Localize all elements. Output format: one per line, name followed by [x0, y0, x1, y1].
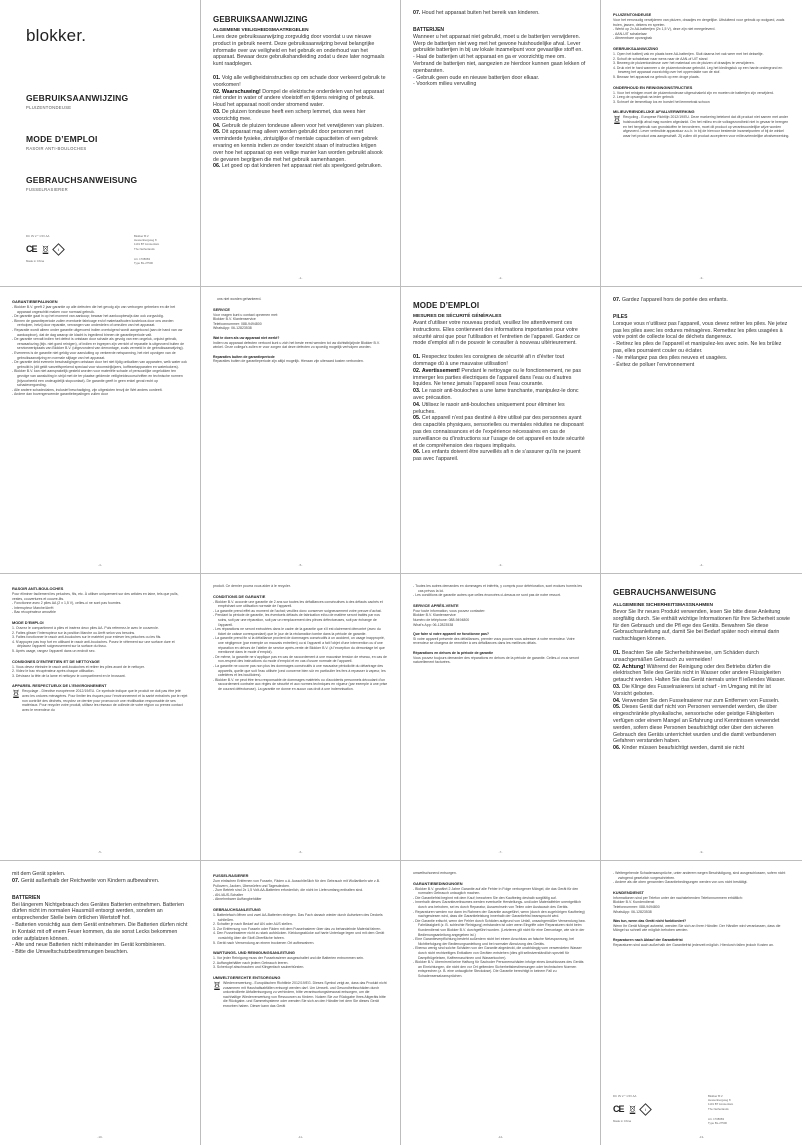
bullet-item: - Voorkom milieu vervuiling [413, 81, 477, 88]
text: Indien uw apparaat defecten vertoont kunt u zich het beste eerst wenden tot uw dichtstbijzijnde Blokker B.V. winkel. Onze collega's zullen er voor zorgen dat deze defecten zo spoedig mogelijk verholpen worden. [213, 340, 380, 350]
text: 2. Auffangbehälter nach jedem Gebrauch leeren. [213, 960, 289, 965]
page-number: -11- [297, 1135, 304, 1139]
text: - Blokker B.V. accorde une garantie de 2 ans sur toutes les défaillances consécutives à des défauts cachés et empêchant une utilisation normale de l’appareil. [213, 599, 383, 609]
safety-item [213, 75, 388, 89]
safety-item [613, 684, 790, 698]
text: - AAN-UIT schakelaar [613, 31, 647, 36]
text: 5. Après usage, rangez l’appareil dans un endroit sec. [12, 648, 96, 653]
text: 2. Faites glisser l’interrupteur sur la position Marche ou Arrêt selon vos besoins. [12, 630, 136, 635]
phone-number: Numéro de téléphone: 088-9494800 [413, 617, 470, 622]
text: - Zum Betrieb sind 2x 1,5 Volt-AA-Batterien erforderlich, die nicht im Lieferumfang enthalten sind. [213, 888, 364, 893]
section-heading: RASOIR ANTI-BOULOCHES [12, 586, 64, 591]
text: 2. Schalter je nach Bedarf auf AN oder AUS stellen. [213, 922, 293, 927]
text: i [644, 1106, 646, 1112]
bullet-item: - Évitez de polluer l’environnement [613, 361, 695, 368]
text: Die Klinge des Fusselrasierers ist scharf - im Umgang mit ihr ist Vorsicht geboten. [613, 683, 771, 697]
section-heading: APPAREIL RESPECTUEUX DE L’ENVIRONNEMENT [12, 683, 107, 689]
safety-item [613, 297, 790, 304]
whatsapp-number: WhatsApp: 06-12823538 [613, 909, 652, 914]
faq-question: Que faire si votre appareil ne fonctionne pas? [413, 632, 490, 637]
section-heading: WARTUNGS- UND REINIGUNGSANLEITUNG [213, 950, 295, 956]
text: Dompel de elektrische onderdelen van het apparaat niet onder in water of andere vloeistoff en tijdens reiniging of gebruik. Houd het apparaat nooit onder stromend water. [213, 88, 384, 109]
text: 06. [613, 745, 621, 752]
text: Voor vragen kunt u contact opnemen met: [213, 312, 278, 317]
text: Zum einfachen Entfernen von Fusseln, Fäden u.ä. Ausschließlich für den Gebrauch mit Wollartikeln wie z.B. Pullovern, Jacken, Überwürfen und Tagesdecken. [213, 879, 381, 888]
text: 06. [413, 449, 421, 456]
text: Waarschuwing! [221, 88, 261, 95]
safety-item [613, 650, 790, 664]
text: 5. Gerät nach Verwendung an einem trockenen Ort aufbewahren. [213, 940, 315, 945]
text: 05. [613, 704, 621, 711]
text: - AN-/AUS-Schalter [213, 892, 244, 897]
section-heading: BATTERIEN [12, 894, 41, 901]
made-in: Made in China [26, 259, 45, 263]
text: Pour éliminer facilement les peluches, fils, etc. À utiliser uniquement sur des articles en laine, tels que pulls, vestes, couvertures et couvre-lits. [12, 592, 179, 601]
text: - La garantie prend fin si la défaillance provient de dommages consécutifs à un accident, un usage inapproprié, une négligence (par exemple un mauvais entretien) ou si l’appareil a fait l’objet d’une intervention ou d’une réparation en dehors de l’atelier de service après-vente de Blokker B.V. (à l’exception du démontage tel que mentionné dans le mode d’emploi). [213, 636, 385, 655]
text: 05. [413, 415, 421, 422]
bullet-item: - Retirez les piles de l’appareil et manipulez-les avec soin. Ne les brûlez pas, elles pourraient couler ou éclater. [613, 341, 782, 354]
text: Beachten Sie alle Sicherheitshinweise, um Schäden durch unsachgemäßen Gebrauch zu vermeiden! [613, 649, 759, 663]
page-number: -3- [498, 563, 503, 567]
text: - Weitergehende Schadensansprüche, unter anderem wegen Beschädigung, sind ausgeschlossen, sofern nicht zwingend gesetzlich vorgeschrieben. [613, 871, 786, 880]
text: Während der Reinigung oder des Betriebs dürfen die elektrischen Teile des Geräts nicht in Wasser oder andere Flüssigkeiten getaucht werden. Halten Sie das Gerät niemals unter fl ießendes Wasser. [613, 663, 786, 684]
phone-number: Telefoonnummer: 088-9494800 [213, 321, 262, 326]
text: - Andere dan bovengenoemde garantiebepalingen zullen door [12, 392, 108, 397]
text: Blokker B.V. Klantenservice [213, 317, 256, 322]
text: Reparaturen sind auch außerhalb der Garantiefrist jederzeit möglich. Hierdurch fallen jedoch Kosten an. [613, 942, 774, 947]
bullet-item: - Bitte die Umweltschutzbestimmungen beachten. [12, 949, 129, 956]
text: 07. [613, 297, 621, 303]
page-fr-safety [400, 287, 600, 574]
page-de-service [600, 861, 802, 1145]
text: 04. [213, 122, 221, 129]
text: umweltschonend entsorgen. [413, 871, 457, 875]
safety-item [413, 415, 588, 449]
faq-question: Reparaties buiten de garantieperiode [213, 354, 275, 359]
safety-item [613, 745, 790, 752]
page-nl-safety [200, 0, 400, 287]
page-nl-usage [600, 0, 802, 287]
page-number: -12- [497, 1135, 504, 1139]
text: - De même, la garantie ne s’applique pas en cas de raccordement à une mauvaise tension de réseau, en cas de non-respect des instructions du mode d’emploi et en cas d’usure normale de l’appareil. [213, 654, 387, 664]
safety-item [213, 109, 388, 123]
weee-bin-icon [42, 245, 49, 254]
text: Gardez l’appareil hors de portée des enfants. [621, 297, 728, 303]
cover-title-nl: GEBRUIKSAANWIJZING PLUIZENTONDEUSE [26, 93, 129, 110]
text: 04. [613, 697, 621, 704]
safety-item [413, 368, 588, 388]
text: 3. Beweeg de pluizentondeuse over het materiaal om de pluizen of draadjes te verwijderen. [613, 61, 755, 66]
page-de-safety [600, 574, 802, 861]
safety-item [413, 388, 588, 402]
text: - Blokker B.V. geeft 2 jaar garantie op alle defecten die het gevolg zijn van verborgen gebreken en die het apparaat ongeschikt maken voor normaal gebruik. [12, 305, 176, 314]
text: - Fonctionne avec 2 piles AA (2 x 1,5 V), celles-ci ne sont pas fournies. [12, 601, 122, 606]
bullet-item: - Haal de batterijen uit het apparaat en ga er voorzichtig mee om. Verbrand de batterijen niet, aangezien ze hierdoor kunnen gaan lekken of openbarsten. [413, 54, 586, 74]
text: - De garantie gaat in op het moment van aankoop; bewaar het aankoopbewijs dan ook zorgvuldig. [12, 314, 164, 319]
text: Volg alle veiligheidsinstructies op om schade door verkeerd gebruik te voorkomen! [213, 74, 386, 88]
safety-item [413, 402, 588, 416]
section-heading: PILES [613, 313, 628, 320]
page-de-usage [200, 861, 400, 1145]
text: 07. [413, 10, 421, 16]
text: - Die Garantiefrist beginnt mit dem Kauf; bewahren Sie den Kaufbeleg deshalb sorgfältig auf. [413, 895, 557, 900]
intro-text: Lees deze gebruiksaanwijzing zorgvuldig door voordat u uw nieuwe product in gebruik neemt. Deze gebruiksaanwijzing bevat belangrijke informatie over uw veiligheid en het gebruik en onderhoud van het apparaat. Bewaar deze gebruikshandleiding zodat u deze later nogmaals kunt raadplegen. [213, 34, 385, 68]
text: 03. [213, 108, 221, 115]
page-number: -5- [98, 850, 102, 854]
text: 1. Ouvrez le compartiment à piles et insérez deux piles AA. Puis refermez-le avec le couvercle. [12, 625, 159, 630]
power-rating: DC 3V 2 * 1.5V AA [26, 234, 50, 238]
safety-item [213, 163, 388, 170]
text: - Alle andere schadeclaims, inclusief beschadiging, zijn uitgesloten tenzij de Wet anders oordeelt. [12, 387, 163, 392]
text: Kinder müssen beaufsichtigt werden, damit sie nicht [621, 745, 745, 752]
intro-text: Bevor Sie Ihr neues Produkt verwenden, lesen Sie bitte diese Anleitung sorgfältig durch. Sie enthält wichtige Informationen für Ihre Sicherheit sowie für den Gebrauch und die Pfl ege des Geräts. Bewahren Sie diese Gebrauchsanleitung auf, damit Sie bei Bedarf später noch einmal darin nachschlagen können. [613, 609, 790, 643]
section-heading: MESURES DE SÉCURITÉ GÉNÉRALES [413, 314, 502, 319]
ce-mark-icon: CE [26, 244, 37, 254]
recycling-text: Wiederverwertung - Europäischen Richtlinie 2012/19/EG. Dieses Symbol zeigt an, dass das Produkt nicht zusammen mit Haushaltsabfällen entsorgt werden darf. Um Umwelt- und Gesundheitsschäden durch unkontrollierte Abfallentsorgung zu verhindern, bitte verantwortungsbewusst entsorgen, um die nachhaltige Wiederverwertung von Ressourcen zu fördern. Nutzen Sie zur Rückgabe Ihres Altgeräts bitte die Rückgabe- und Sammelsysteme oder wenden Sie sich an den Händler bei dem Sie dieses Gerät erworben haben. Dieser kann das Gerät [223, 980, 387, 1008]
text: 3. Zur Entfernung von Fusseln oder Fäden mit dem Fusselrasierer über das zu behandelnde Material fahren. [213, 926, 382, 931]
text: Les enfants doivent être surveillés afi n de s’assurer qu’ils ne jouent pas avec l’appareil. [413, 449, 581, 463]
text: 01. [213, 74, 221, 81]
section-heading: ONDERHOUD EN REINIGINGINSTRUCTIES [613, 84, 693, 90]
safety-item [613, 664, 790, 684]
text: - Les conditions de garantie autres que celles énoncées ci-dessus ne sont pas de notre ressort. [413, 593, 561, 598]
bullet-item: - Ne mélangez pas des piles neuves et usagées. [613, 354, 728, 361]
text: Informationen sind per Telefon unter der nachstehenden Telefonnummern erhältlich: [613, 895, 743, 900]
page-nl-warranty [0, 287, 200, 574]
weee-bin-icon [613, 115, 621, 124]
text: Gerät außerhalb der Reichweite von Kindern aufbewahren. [20, 877, 160, 884]
page-number: -1- [298, 276, 303, 280]
text: 2. Schuif de schakelaar naar wens naar de AAN-of UIT stand [613, 56, 708, 61]
text: 4. Druk niet te hard wanneer u de pluizentondeuse gebruikt. Leg het kledingstuk op een harde ondergrond en beweeg het apparaat voorzichtig over het oppervlakte van de stof. [613, 65, 783, 75]
text: Utilisez le rasoir anti-bouloches uniquement pour éliminer les peluches. [413, 401, 565, 415]
text: Gebruik de pluizen tondeuse alleen voor het verwijderen van pluizen. [221, 122, 384, 129]
text: 03. [613, 683, 621, 690]
text: Pour toute information, vous pouvez contacter: [413, 608, 486, 613]
text: - Innerhalb dieses Garantiezeitraumes werden eventuelle Herstellungs- und/oder Materialfehler unentgeltlich durch uns behoben, sei es durch Reparatur, Auswechseln von Teilen oder Austausch des Geräts. [413, 900, 581, 909]
bullet-item: - Gebruik geen oude en nieuwe batterijen door elkaar. [413, 74, 540, 81]
text: 02. [613, 663, 621, 670]
text: 06. [213, 163, 221, 170]
page-number: -4- [699, 563, 704, 567]
text: Reparaties buiten de garantieperiode zijn altijd mogelijk. Hieraan zijn uiteraard kosten verbonden. [213, 359, 364, 364]
text: 4. N’appuyez pas trop fort en utilisant le rasoir anti-bouloches. Posez le vêtement sur une surface dure et déplacez l’appareil soigneusement sur la surface du tissu. [12, 639, 175, 649]
page-nl-service [200, 287, 400, 574]
weee-bin-icon [213, 981, 221, 990]
text: 3. Scherkopf abschrauben und Klingenfach sauberbürsten. [213, 965, 305, 970]
text: 04. [413, 401, 421, 408]
safety-item [413, 449, 588, 463]
text: - Eine Garantieverpflichtung besteht außerdem nicht bei einem Anschluss an falsche Netzspannung, bei Nichtbefolgung der Bedienungsanleitung und bei normaler Abnutzung des Geräts. [413, 937, 575, 946]
text: mit dem Gerät spielen. [12, 871, 66, 877]
page-de-warranty [400, 861, 600, 1145]
cover-title-fr: MODE D’EMPLOI RASOIR ANTI-BOULOCHES [26, 134, 98, 151]
made-in: Made in China [613, 1119, 632, 1123]
text: i [57, 246, 59, 252]
bullet-item: - Alte und neue Batterien nicht miteinander im Gerät kombinieren. [12, 942, 166, 949]
ce-mark-icon: CE [613, 1104, 624, 1114]
text: - Binnen de garantieperiode zullen eventuele fabricage en/of materiaalfouten kosteloos door ons worden verholpen, hetzij door reparatie, vervangen van onderdelen of omruilen van het apparaat. [12, 318, 174, 328]
page-title: MODE D’EMPLOI [413, 301, 480, 310]
body-text: Wanneer u het apparaat niet gebruikt, moet u de batterijen verwijderen. Werp de batterijen niet weg met het gewone huishoudelijke afval. Lever gebruikte batterijen in bij uw lokale inzamelpunt voor gevaarlijke stoff en. [413, 33, 583, 54]
safety-item [413, 10, 588, 17]
text: 1. Vous devez éteindre le rasoir anti-bouloches et retirer les piles avant de le nettoyer. [12, 664, 145, 669]
text: Blokker B.V. Klantenservice [413, 613, 456, 618]
text: - Blokker B.V. kan niet aansprakelijk gesteld worden voor materiële schade of persoonlijke ongelukken ten gevolge van aansluiting in strijd met de ter plaatse geldende veiligheidsvoorschriften en technische normen (bijvoorbeeld een ondeugdelijk stopcontact). De garantie geeft in geen enkel geval recht op schadevergoeding. [12, 369, 183, 388]
text: Voor het eenvoudig verwijderen van pluizen, draadjes en dergelijke. Uitsluitend voor gebruik op wolgoed, zoals truien, jassen, dekens en spreien. [613, 18, 785, 27]
text: De pluizen tondeuse heeft een scherp lemmet, dus wees hier voorzichtig mee. [213, 108, 366, 122]
info-diamond-icon [639, 1103, 652, 1116]
text: - Toutes les autres demandes en dommages et intérêts, y compris pour détérioration, sont exclues hormis les cas prévus la loi. [413, 584, 582, 593]
company-address: Blokker B.V. Hessenbergweg 8 1101 BT Amsterdam The Netherlands Art. 1708683 Type BL-27500 [708, 1094, 734, 1125]
page-number: -9- [699, 850, 704, 854]
page-fr-usage [0, 574, 200, 861]
text: Verwenden Sie den Fusselrasierer nur zum Entfernen von Fusseln. [621, 697, 780, 704]
text: - Ebenso wenig sind solche Schäden von der Garantie abgedeckt, die unabhängig vom verwendeten Wasser durch nicht rechtzeitiges Entkalken von Geräten entstehen (dies gilt selbstverständlich speziell für Dampfbügeleisen, Kaffeemaschinen und Wasserkocher). [413, 946, 582, 960]
text: - Bac récupérateur amovible [12, 610, 56, 615]
phone-number: Telefonnummer: 088-9494800 [613, 904, 660, 909]
section-heading: SERVICE APRÈS-VENTE [413, 602, 459, 608]
blokker-logo: blokker. [26, 26, 87, 45]
text: 2. Leeg de opvangbak na ieder gebruik [613, 95, 674, 100]
text: - Pendant la période de garantie, les éventuels défauts de fabrication et/ou de matière seront traités par nos soins, soit par une réparation, soit par un remplacement des pièces défectueuses, soit par échange de l’appareil. [213, 613, 380, 627]
text: 02. [413, 367, 421, 374]
weee-bin-icon [629, 1105, 636, 1114]
text: - Blokker B.V. ne peut être tenu responsable de dommages matériels ou d’accidents personnels découlant d’un raccordement contraire aux règles de sécurité et aux normes techniques en vigueur (par exemple à une prise de courant défectueuse). La garantie ne donne en aucun cas droit à une indemnisation. [213, 677, 388, 691]
page-nl-batteries [400, 0, 600, 287]
page-number: -13- [698, 1135, 705, 1139]
text: 01. [613, 649, 621, 656]
safety-item [12, 878, 188, 885]
page-number: -7- [498, 850, 503, 854]
whatsapp-number: WhatsApp: 06-12823538 [213, 326, 252, 331]
text: - Werkt op 2x AA-batterijen (2x 1,5 V), deze zijn niet meegeleverd. [613, 27, 716, 32]
safety-item [613, 704, 790, 745]
whatsapp-number: What’s App: 06-12823538 [413, 622, 454, 627]
safety-item [413, 354, 588, 368]
text: - Eveneens is de garantie niet geldig voor aansluiting op verkeerde netspanning, het niet opvolgen van de gebruiksaanwijzing en normale slijtage van het apparaat. [12, 350, 176, 360]
text: 05. [213, 129, 221, 136]
text: Houd het apparaat buiten het bereik van kinderen. [421, 10, 540, 16]
text: 1. Vor jeder Reinigung muss der Fusselrasierer ausgeschaltet und die Batterien entnommen sein. [213, 956, 364, 961]
page-number: -4- [98, 563, 102, 567]
intro-text: Avant d’utiliser votre nouveau produit, veuillez lire attentivement ces instructions. Elles contiennent des informations importantes pour votre sécurité ainsi que pour l’utilisation et l’entretien de l’appareil. Gardez ce mode d’emploi afi n de pouvoir le consulter à nouveau ultérieurement. [413, 320, 580, 347]
text: - De garantie dekt evenmin beschadigingen ontstaan door het niet tijdig ontkalken van apparaten, welk water ook gebruikt is (dit geldt vanzelfsprekend speciaal voor stoomstrijkijzers, koffiezetapparaten en waterkokers). [12, 360, 187, 369]
text: 07. [12, 877, 20, 884]
page-fr-service [400, 574, 600, 861]
safety-item [213, 123, 388, 130]
text: Cet appareil n’est pas destiné à être utilisé par des personnes ayant des capacités physiques, sensorielles ou mentales réduites ne disposant pas des connaissances et de l’expérience nécessaires en cas de surveillance ou d’instructions sur l’usage de cet appareil en toute sécurité et de compréhension des risques impliqués. [413, 415, 585, 449]
section-heading: FUSSELRASIERER [213, 873, 249, 878]
section-heading: MODE D’EMPLOI [12, 619, 44, 625]
page-de-batteries [0, 861, 200, 1145]
text: - Reparaturen werden nur dann im Rahmen der Garantie ausgeführt, wenn (durch den zugehörigen Kaufbeleg) nachgewiesen wird, dass die Garantieleistung innerhalb der Garantiefrist beansprucht wird. [413, 909, 585, 919]
recycling-text: Recycling - Europese Richtlijn 2012/19/EU. Deze markering betekent dat dit product niet samen met ander huishoudelijk afval mag worden afgedankt. Om het milieu en de volksgezondheid niet in gevaar te brengen en het hergebruik van grondstoffen te bevorderen, moet dit product op verantwoordelijke wijze worden afgevoerd. Lever verbruikte apparatuur a.u.b. in bij de hiervoor bestemde inzamelpunten of bij de winkel waar het product was aangeschaft. Zij zullen dit product accepteren voor milieuvriendelijke afvalverwerking. [623, 115, 790, 138]
section-heading: GARANTIEBEPALINGEN [12, 299, 58, 304]
text: ons niet worden gehanteerd. [217, 297, 262, 301]
cover-page [0, 0, 200, 287]
text: Le rasoir anti-bouloches a une lame tranchante, manipulez-le donc avec précaution. [413, 388, 579, 401]
section-heading: PLUIZENTONDEUSE [613, 12, 652, 17]
page-number: -6- [298, 850, 303, 854]
text: Wenn Ihr Gerät Mängel aufweist, wenden Sie sich an Ihren Händler. Der Händler wird veranlassen, dass die Mängel so schnell wie möglich behoben werden. [613, 923, 781, 933]
text: 01. [413, 354, 421, 361]
section-heading: MILIEUVRIENDELIJKE AFVALVERWERKING [613, 109, 695, 115]
page-fr-warranty [200, 574, 400, 861]
bullet-item: - Batterien vorsichtig aus dem Gerät entnehmen. Die Batterien dürfen nicht in Kontakt mit off enem Feuer kommen, da sie sonst Lecks bekommen oder aufplatzen können. [12, 921, 188, 942]
section-heading: ALGEMENE VEILIGHEIDSMAATREGELEN [213, 28, 309, 33]
text: 5. Bewaar het apparaat na gebruik op een droge plaats. [613, 74, 700, 79]
recycling-text: Recyclage - Directive européenne 2012/19/EU. Ce symbole indique que le produit ne doit pas être jeté avec les ordures ménagères. Pour limiter les risques pour l’environnement et la santé entraînés par le rejet non contrôlé des déchets, recyclez ce dernier pour promouvoir une réutilisation responsable de ses matériaux. Pour recycler votre produit, utilisez les réseaux de collecte de votre région ou prenez contact avec le revendeur du [22, 689, 188, 712]
page-number: -10- [97, 1135, 103, 1139]
faq-question: Reparaturen nach Ablauf der Garantiefrist [613, 937, 683, 942]
body-text: Bei längerem Nichtgebrauch des Gerätes Batterien entnehmen. Batterien dürfen nicht im normalen Hausmüll entsorgt werden, sondern an entsprechender Stelle beim örtlichen Wertstoff hof. [12, 901, 184, 922]
text: - Interrupteur Marche/Arrêt [12, 605, 54, 610]
page-title: GEBRAUCHSANWEISUNG [613, 588, 717, 597]
power-rating: DC 3V 2 * 1.5V AA [613, 1094, 637, 1098]
text: - Les réparations ne seront exécutées dans le cadre de la garantie que s’il est clairement démontré (avec du ticket de caisse correspondant) que le jour de la réclamation tombe dans la période de garantie. [213, 627, 381, 636]
text: - Reparatie wordt alleen onder garantie uitgevoerd indien overtuigend wordt aangetoond (aan de hand van uw aankoopbon), dat de dag waarop de klacht is ingediend binnen de garantieperiode valt. [12, 327, 183, 337]
text: Vous pouvez toujours demander des réparations en dehors de la période de garantie. Celles-ci vous seront naturellement facturées. [413, 655, 579, 665]
weee-bin-icon [12, 689, 20, 698]
text: 02. [213, 88, 221, 95]
text: - Die Garantie erlischt, wenn der Fehler durch Schäden aufgrund von Unfall, unsachgemäßer Verwendung bzw. Fahrlässigkeit (z. B. schlechte Reinigung) entstanden ist oder wenn Eingriffe oder Reparaturen nicht beim Kundendienst von Blokker B.V. durchgeführt wurden. (Letzteres gilt nicht für eine Demontage, wie sie in der Bedienungsanleitung angegeben ist.) [413, 918, 586, 937]
faq-question: Wat te doen als uw apparaat niet werkt? [213, 335, 280, 340]
safety-item [613, 698, 790, 705]
text: - La garantie ne couvre pas non plus les dommages consécutifs à une mauvaise périodicité du détartrage des appareils, quelle que soit l’eau utilisée (ceci concerne bien sûr en particulier les fers à repasser à vapeur, les cafetières et les bouilloires). [213, 663, 386, 678]
page-number: -5- [298, 563, 303, 567]
section-heading: GEBRAUCHSANLEITUNG [213, 906, 261, 912]
section-heading: CONSIGNES D’ENTRETIEN ET DE NETTOYAGE [12, 658, 100, 664]
text: Avertissement! [421, 367, 460, 374]
faq-question: Was tun, wenn das Gerät nicht funktioniert? [613, 919, 687, 924]
text: Let goed op dat kinderen het apparaat niet als speelgoed gebruiken. [221, 163, 383, 170]
section-heading: ALLGEMEINE SICHERHEITSMASSNAHMEN [613, 603, 713, 608]
section-heading: KUNDENDIENST [613, 889, 644, 895]
section-heading: GEBRUIKSAANWIJZING [613, 45, 659, 51]
body-text: Lorsque vous n’utilisez pas l’appareil, vous devez retirer les piles. Ne jetez pas les piles avec les ordures ménagères. Remettez les piles usagées à votre point de collecte local de déchets dangereux. [613, 320, 788, 341]
text: - Blokker B.V. gewährt 2 Jahre Garantie auf alle Fehler in Folge verborgener Mängel, die das Gerät für den normalen Gebrauch untauglich machen. [413, 886, 579, 896]
section-heading: UMWELTGERECHTE ENTSORGUNG [213, 974, 281, 980]
section-heading: BATTERIJEN [413, 26, 445, 33]
section-heading: GARANTIEBEDINGUNGEN [413, 880, 463, 886]
text: - Afneembare opvangbak [613, 36, 653, 41]
text: 03. [413, 388, 421, 395]
text: Blokker B.V. Kundendienst [613, 900, 655, 905]
info-diamond-icon [52, 243, 65, 256]
text: 3. Faites fonctionner le rasoir anti-bouloches sur le matériel pour enlever les peluches ou les fils. [12, 635, 162, 640]
text: 4. Den Fusselrasierer nicht zu stark aufdrücken. Kleidungsstücke auf harte Unterlage legen und mit dem Gerät vorsichtig über die Stoff-Oberfläche fahren. [213, 931, 385, 940]
text: 1. Voor het reinigen moet de pluizentondeuse uitgeschakeld zijn en moeten de batterijen zijn verwijderd. [613, 90, 774, 95]
page-number: -3- [699, 276, 704, 280]
company-address: Blokker B.V. Hessenbergweg 8 1101 BT Amsterdam The Netherlands Art. 1708683 Type BL-27500 [134, 234, 160, 265]
section-heading: CONDITIONS DE GARANTIE [213, 593, 266, 599]
text: - La garantie prend effet au moment de l’achat; veuillez donc conserver soigneusement votre preuve d’achat. [213, 608, 382, 613]
page-fr-batteries [600, 287, 802, 574]
text: Si votre appareil présente des défaillances, premier vous pouvez vous adresser à votre revendeur. Votre revendeur se chargera de remédier à ces défaillances dans les meilleurs délais. [413, 636, 575, 646]
page-number: -2- [498, 276, 503, 280]
cover-title-de: GEBRAUCHSANWEISUNG FUSSELRASIERER [26, 175, 138, 192]
text: - Andere als die oben genannten Garantiebedingungen werden von uns nicht bestätigt. [613, 880, 748, 885]
text: - Abnehmbarer Auffangbehälter [213, 897, 262, 902]
text: Achtung! [621, 663, 646, 670]
safety-item [213, 129, 388, 163]
text: 1. Open het batterij vak en plaats twee AA-batterijen. Sluit daarna het vak weer met het dekseltje. [613, 51, 764, 56]
page-title: GEBRUIKSAANWIJZING [213, 15, 308, 24]
text: produit. Ce dernier pourra vous aider à le recycler. [213, 584, 291, 588]
text: 2. Videz le bac récupérateur après chaque utilisation. [12, 669, 95, 674]
faq-question: Réparations en dehors de la période de garantie [413, 650, 494, 655]
text: Pendant le nettoyage ou le fonctionnement, ne pas immerger les parties électriques de l’appareil dans l’eau ou d’autres liquides. Ne tenez jamais l’appareil sous l’eau courante. [413, 367, 581, 388]
text: 3. Schroef de lemmetkap los en borstel het lemmetvak schoon [613, 99, 710, 104]
safety-item [213, 89, 388, 109]
text: 1. Batteriefach öffnen und zwei AA-Batterien einlegen. Das Fach danach wieder durch Aufsetzen des Deckels schließen. [213, 912, 383, 922]
section-heading: SERVICE [213, 306, 231, 312]
text: Dieses Gerät darf nicht von Personen verwendet werden, die über eingeschränkte physikalische, sensorische oder geistige Fähigkeiten verfügen oder einem Mangel an Erfahrung und Kenntnissen verwendet werden, sofern diese Personen beaufsichtigt oder über den sicheren Gebrauch des Geräts unterrichtet wurden und die damit verbundenen Gefahren verstanden haben. [613, 704, 780, 745]
text: - De garantie vervalt indien het defect is ontstaan door schade als gevolg van een ongeluk, onjuist gebruik, verwaarlozing (bijv. niet goed reinigen), of indien er ingrepen zijn verricht of reparatie is uitgevoerd buiten de servicewerkplaats van Blokker B.V. (uitgezonderd van demontage, zoals vermeld in de gebruiksaanwijzing). [12, 337, 185, 351]
text: Respectez toutes les consignes de sécurité afi n d’éviter tout dommage dû à une mauvaise utilisation! [413, 354, 565, 367]
text: 3. Dévissez la tête de la lame et nettoyez le compartiment en le brossant. [12, 673, 126, 678]
text: - Blokker B.V. übernimmt keine Haftung für Sachoder Personenschäden infolge eines Anschlusses des Geräts an Einrichtungen, die nicht den vor Ort geltenden Sicherheitsbestimmungen oder technischen Normen entsprechen (z. B. eine untaugliche Steckdose). Die Garantie berechtigt in keinem Fall zu Schadensersatzansprüchen. [413, 960, 584, 978]
text: Dit apparaat mag alleen worden gebruikt door personen met verminderde fysieke, zintuiglijke of mentale capaciteiten of een gebrek ervaring en kennis indien ze onder toezicht staan of instructies krijgen over hoe het apparaat op een veilige manier kan worden gebruikt alsook de gevaren begrijpen die met het gebruik samenhangen. [213, 129, 383, 163]
